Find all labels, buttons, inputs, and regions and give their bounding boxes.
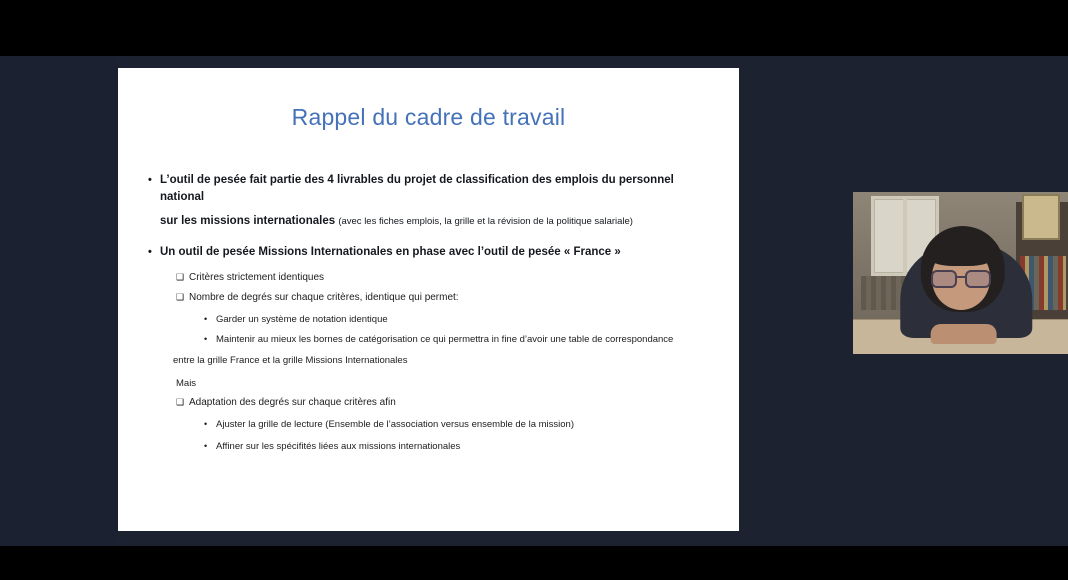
plain-line: Mais [176, 377, 197, 389]
bullet-item [148, 172, 713, 207]
bullet-note: (avec les fiches emplois, la grille et la révision de la politique salariale) [338, 215, 633, 227]
bullet-text: Critères strictement identiques [189, 272, 325, 283]
bullet-item [148, 244, 713, 261]
glasses-lens-left [931, 270, 957, 288]
bullet-item [204, 333, 713, 347]
person-fringe [926, 240, 996, 266]
bullet-dot-icon: • [204, 441, 208, 451]
glasses-icon [931, 270, 991, 284]
presentation-slide[interactable] [118, 68, 739, 531]
poster-shape [1022, 194, 1060, 240]
bullet-item [204, 418, 713, 432]
bullet-text: Garder un système de notation identique [216, 314, 388, 325]
bullet-dot-icon: • [148, 174, 152, 186]
bullet-item-continuation [148, 213, 713, 230]
bullet-dot-icon: • [204, 334, 208, 345]
checkbox-bullet-icon: ❑ [176, 396, 185, 407]
meeting-backdrop-left [0, 56, 118, 546]
bullet-text: Un outil de pesée Missions Internationales en phase avec l’outil de pesée « France » [160, 245, 621, 258]
bullet-text: Maintenir au mieux les bornes de catégorisation ce qui permettra in fine d’avoir une table de correspondance [216, 334, 674, 346]
bullet-text-wrap [160, 213, 713, 230]
slide-title: Rappel du cadre de travail [291, 104, 566, 130]
bullet-item [176, 270, 713, 285]
checkbox-bullet-icon: ❑ [176, 272, 185, 282]
participant-video-tile[interactable] [853, 192, 1068, 354]
bullet-text: L’outil de pesée fait partie des 4 livrables du projet de classification des emplois du personnel national [160, 174, 674, 204]
slide-body [148, 172, 713, 460]
bullet-text: Adaptation des degrés sur chaque critères afin [189, 396, 396, 408]
bullet-item [176, 290, 713, 305]
window-frame-bar [903, 199, 907, 273]
bullet-dot-icon: • [204, 418, 208, 429]
bullet-dot-icon: • [204, 314, 208, 324]
bullet-item-continuation [161, 354, 713, 368]
bullet-dot-icon: • [148, 245, 152, 258]
bullet-text: Ajuster la grille de lecture (Ensemble de l’association versus ensemble de la mission) [216, 418, 574, 430]
bullet-text: sur les missions internationales [160, 214, 336, 227]
bullet-item [176, 395, 713, 410]
bullet-item [204, 313, 713, 327]
bullet-text: Affiner sur les spécifités liées aux missions internationales [216, 441, 461, 452]
bullet-text: Nombre de degrés sur chaque critères, identique qui permet: [189, 292, 459, 303]
checkbox-bullet-icon: ❑ [176, 292, 185, 302]
person-hands [930, 324, 996, 344]
bullet-item [204, 440, 713, 454]
glasses-lens-right [965, 270, 991, 288]
bullet-text: entre la grille France et la grille Missions Internationales [173, 354, 408, 366]
